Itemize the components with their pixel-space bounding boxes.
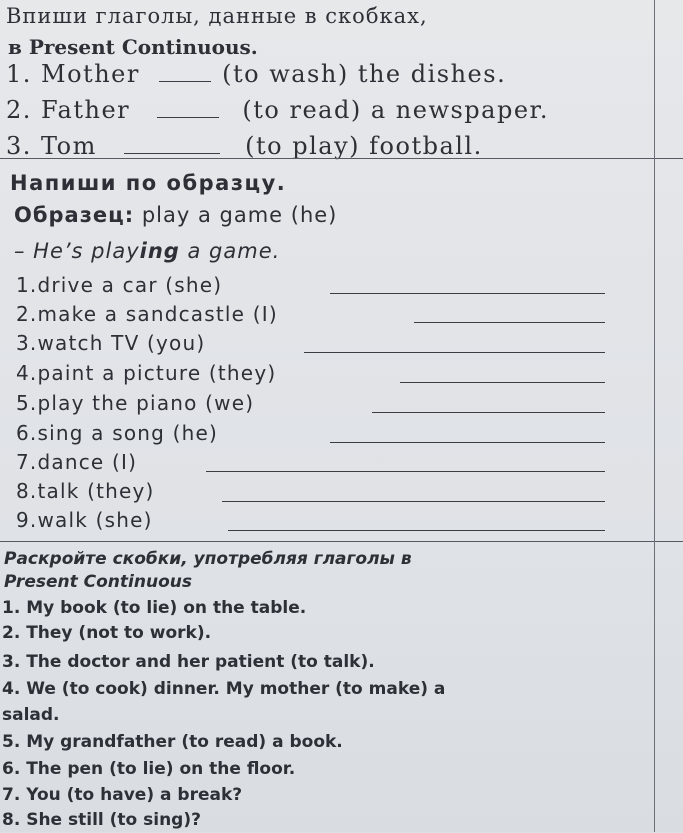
list-item: salad. [2, 705, 60, 725]
exercise-1 [0, 0, 683, 158]
list-item: 1. My book (to lie) on the table. [2, 598, 307, 618]
exercise-1-item-3 [6, 132, 483, 160]
answer-blank[interactable] [124, 153, 220, 154]
answer-start: – He’s play [14, 239, 140, 263]
list-item: 8. She still (to sing)? [2, 810, 201, 830]
answer-blank[interactable] [304, 351, 605, 353]
list-item: 2.make a sandcastle (I) [16, 302, 278, 326]
exercise-3 [0, 541, 683, 833]
example-label: Образец: [14, 203, 135, 227]
list-item: 3. The doctor and her patient (to talk). [2, 652, 375, 672]
page-edge-line [654, 0, 655, 832]
list-item: 5.play the piano (we) [16, 391, 255, 415]
exercise-1-item-1 [6, 60, 506, 88]
list-item: 5. My grandfather (to read) a book. [2, 732, 343, 752]
answer-blank[interactable] [222, 500, 605, 502]
answer-end: a game. [179, 239, 281, 263]
example-line [14, 203, 337, 227]
list-item: 3.watch TV (you) [16, 331, 206, 355]
list-item: 2. They (not to work). [2, 623, 212, 643]
list-item: 4. We (to cook) dinner. My mother (to make) a [2, 679, 446, 699]
item-prefix: 2. Father [6, 96, 131, 124]
item-prefix: 1. Mother [6, 60, 140, 88]
exercise-2 [0, 158, 683, 542]
answer-blank[interactable] [228, 529, 605, 531]
example-answer [14, 239, 280, 263]
exercise-1-subtitle: в Present Continuous. [8, 35, 258, 59]
list-item: 4.paint a picture (they) [16, 361, 277, 385]
answer-blank[interactable] [400, 381, 605, 383]
example-text: play a game (he) [134, 203, 338, 227]
answer-blank[interactable] [206, 470, 605, 472]
list-item: 7.dance (I) [16, 450, 138, 474]
exercise-2-heading: Напиши по образцу. [10, 171, 287, 195]
list-item: 6. The pen (to lie) on the floor. [2, 759, 296, 779]
list-item: 8.talk (they) [16, 479, 155, 503]
answer-blank[interactable] [330, 441, 605, 443]
list-item: 7. You (to have) a break? [2, 785, 243, 805]
exercise-1-title: Впиши глаголы, данные в скобках, [6, 4, 428, 28]
list-item: 9.walk (she) [16, 508, 153, 532]
answer-blank[interactable] [157, 117, 219, 118]
answer-blank[interactable] [414, 321, 605, 323]
answer-blank[interactable] [372, 411, 605, 413]
item-suffix: (to play) football. [245, 132, 483, 160]
item-suffix: (to wash) the dishes. [222, 60, 507, 88]
answer-ing: ing [139, 239, 180, 263]
answer-blank[interactable] [330, 292, 605, 294]
exercise-1-item-2 [6, 96, 549, 124]
item-prefix: 3. Tom [6, 132, 97, 160]
list-item: 1.drive a car (she) [16, 273, 223, 297]
exercise-3-heading-line-1: Раскройте скобки, употребляя глаголы в [4, 549, 412, 569]
list-item: 6.sing a song (he) [16, 421, 218, 445]
answer-blank[interactable] [159, 81, 211, 82]
exercise-3-heading-line-2: Present Continuous [4, 572, 192, 592]
item-suffix: (to read) a newspaper. [242, 96, 550, 124]
